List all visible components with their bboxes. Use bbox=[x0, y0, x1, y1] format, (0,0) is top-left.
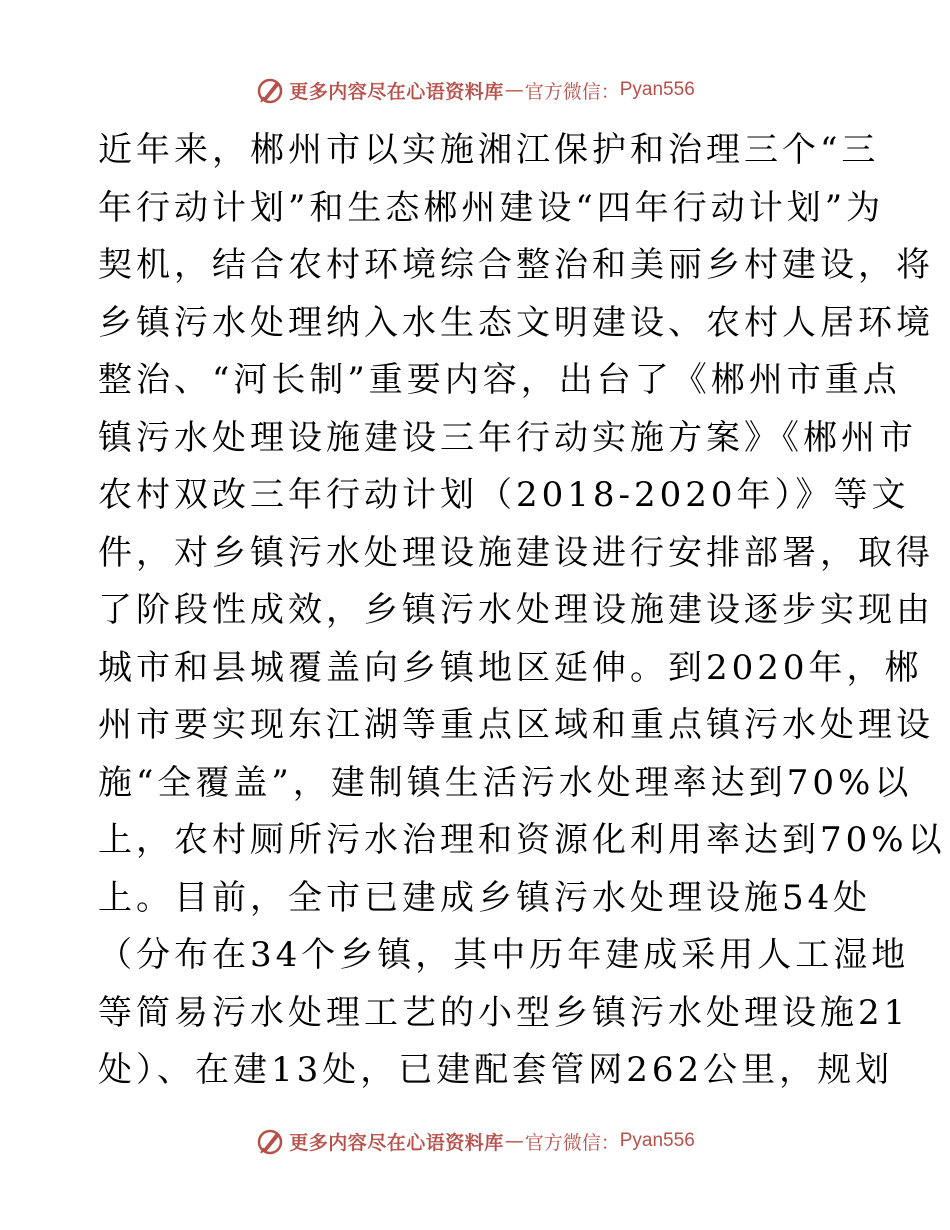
paragraph-line: 件，对乡镇污水处理设施建设进行安排部署，取得 bbox=[98, 532, 934, 573]
feather-pen-logo-icon bbox=[255, 75, 285, 105]
paragraph-line: 契机，结合农村环境综合整治和美丽乡村建设，将 bbox=[98, 245, 934, 285]
paragraph-line: 州市要实现东江湖等重点区域和重点镇污水处理设 bbox=[98, 705, 934, 745]
paragraph-line: 上。目前，全市已建成乡镇污水处理设施54处 bbox=[98, 877, 872, 918]
watermark-wechat-id: Pyan556 bbox=[619, 79, 695, 100]
paragraph-line: 处）、在建13处，已建配套管网262公里，规划 bbox=[98, 1050, 894, 1090]
paragraph-line: 农村双改三年行动计划（2018-2020年）》等文 bbox=[98, 475, 910, 515]
paragraph-line: 上，农村厕所污水治理和资源化利用率达到70%以 bbox=[98, 820, 946, 860]
paragraph-line: 施“全覆盖”，建制镇生活污水处理率达到70%以 bbox=[98, 762, 913, 803]
feather-pen-logo-icon bbox=[255, 1126, 285, 1156]
watermark-dash: — bbox=[504, 79, 524, 101]
watermark-text: 更多内容尽在心语资料库 bbox=[289, 1131, 504, 1154]
paragraph-line: 整治、“河长制”重要内容，出台了《郴州市重点 bbox=[98, 360, 901, 400]
watermark-wechat-label: 官方微信： bbox=[524, 80, 620, 103]
watermark-wechat-label: 官方微信： bbox=[524, 1131, 620, 1154]
watermark-text: 更多内容尽在心语资料库 bbox=[289, 80, 504, 103]
paragraph-line: （分布在34个乡镇，其中历年建成采用人工湿地 bbox=[98, 935, 910, 975]
document-body bbox=[98, 122, 946, 1100]
header-watermark bbox=[0, 70, 950, 110]
paragraph-line: 城市和县城覆盖向乡镇地区延伸。到2020年，郴 bbox=[98, 647, 923, 688]
paragraph-line: 年行动计划”和生态郴州建设“四年行动计划”为 bbox=[98, 187, 885, 228]
paragraph-line: 镇污水处理设施建设三年行动实施方案》《郴州市 bbox=[98, 417, 917, 458]
paragraph-line: 乡镇污水处理纳入水生态文明建设、农村人居环境 bbox=[98, 302, 934, 343]
paragraph-line: 等简易污水处理工艺的小型乡镇污水处理设施21 bbox=[98, 992, 910, 1033]
footer-watermark bbox=[0, 1121, 950, 1161]
paragraph-line: 了阶段性成效，乡镇污水处理设施建设逐步实现由 bbox=[98, 590, 934, 630]
watermark-dash: — bbox=[504, 1130, 524, 1152]
watermark-wechat-id: Pyan556 bbox=[619, 1130, 695, 1151]
paragraph-line: 近年来，郴州市以实施湘江保护和治理三个“三 bbox=[98, 130, 880, 170]
